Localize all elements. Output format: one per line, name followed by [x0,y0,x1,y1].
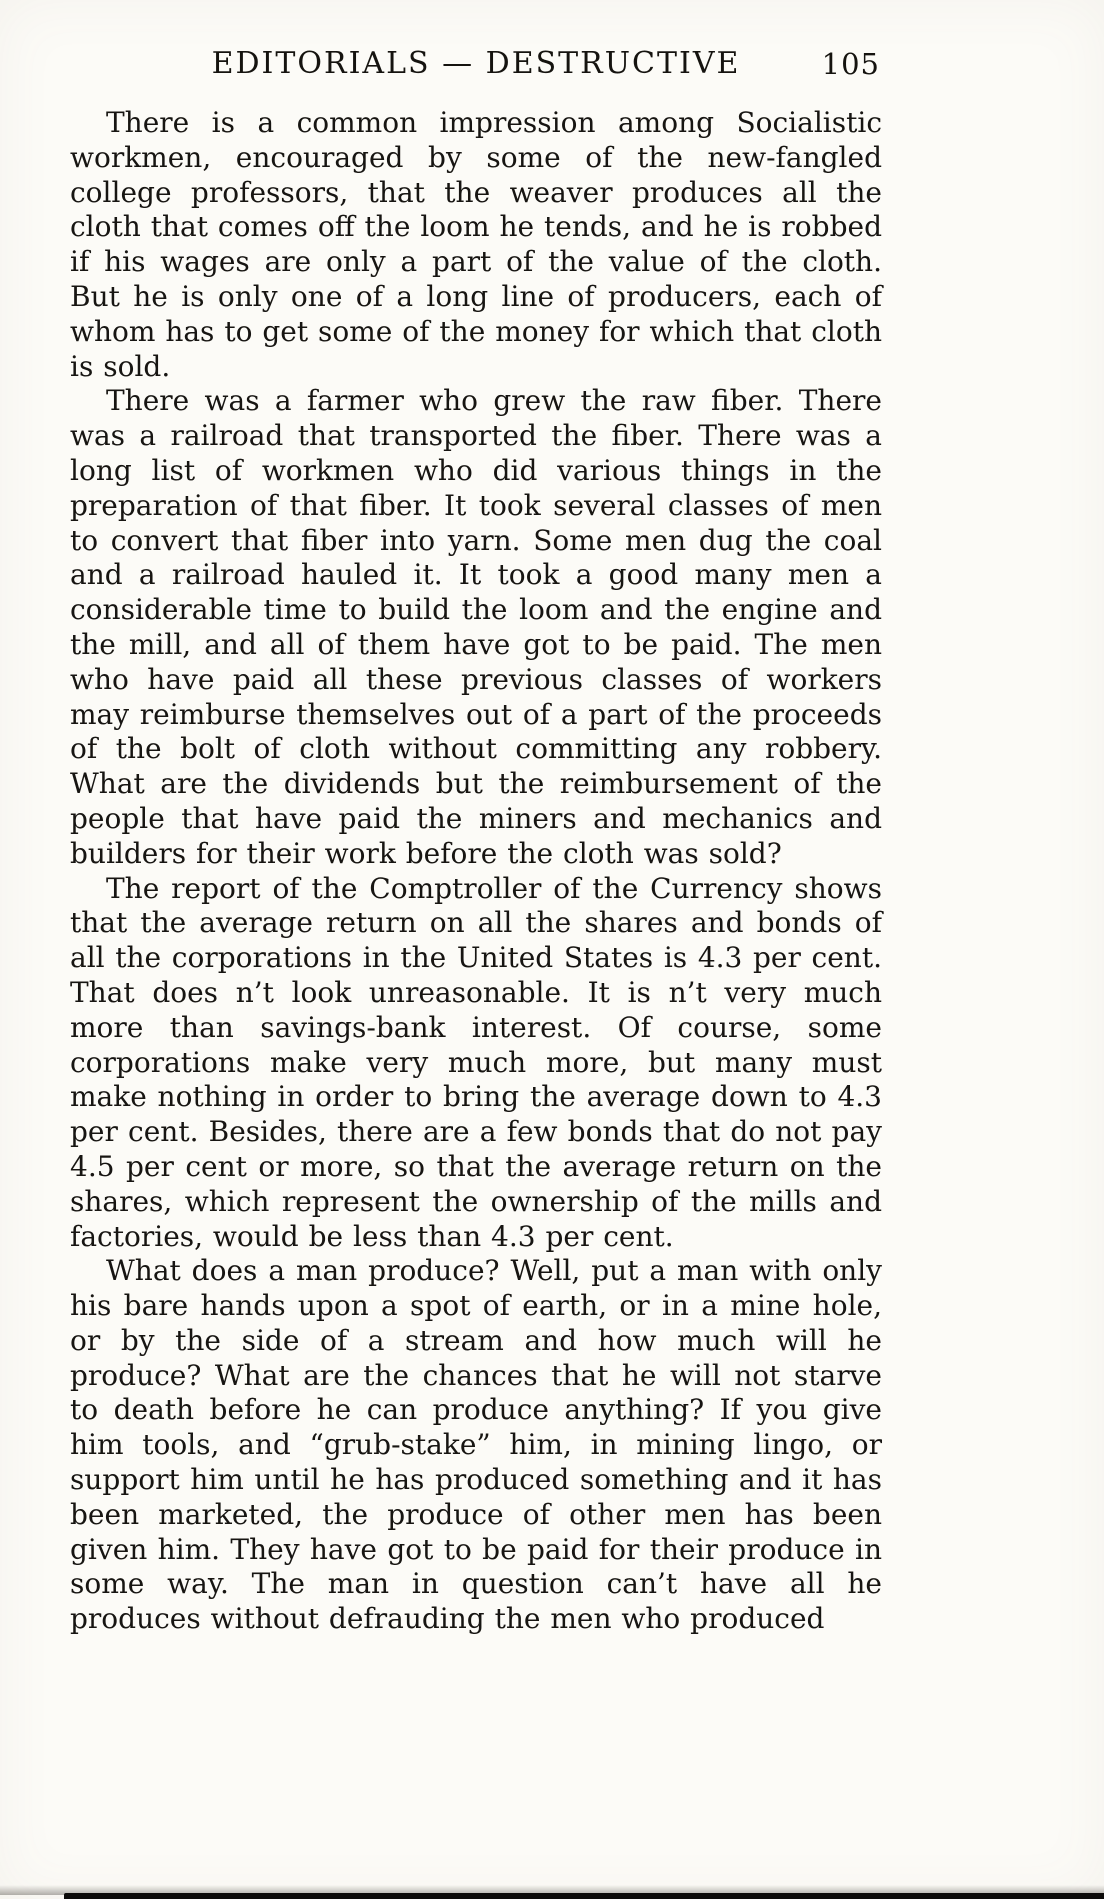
page-number: 105 [821,47,880,81]
scan-edge-artifact [64,1893,1104,1899]
paragraph-3: The report of the Comptroller of the Currency shows that the average return on all the shares and bonds of all the corporations in the United States is 4.3 per cent. That does n’t look unreasonable. It is n’t very much more than savings-bank interest. Of course, some corporations make very much more, but many must make nothing in order to bring the average down to 4.3 per cent. Besides, there are a few bonds that do not pay 4.5 per cent or more, so that the average return on the shares, which represent the ownership of the mills and factories, would be less than 4.3 per cent. [70,871,882,1253]
paragraph-4: What does a man produce? Well, put a man with only his bare hands upon a spot of earth, or in a mine hole, or by the side of a stream and how much will he produce? What are the chances that he will not starve to death before he can produce anything? If you give him tools, and “grub-stake” him, in mining lingo, or support him until he has produced something and it has been marketed, the produce of other men has been given him. They have got to be paid for their produce in some way. The man in question can’t have all he produces without defrauding the men who produced [70,1254,882,1636]
paragraph-1: There is a common impression among Socialistic workmen, encouraged by some of the new-fangled college professors, that the weaver produces all the cloth that comes off the loom he tends, and he is robbed if his wages are only a part of the value of the cloth. But he is only one of a long line of producers, each of whom has to get some of the money for which that cloth is sold. [70,106,882,383]
running-title: EDITORIALS — DESTRUCTIVE [211,46,741,81]
paragraph-2: There was a farmer who grew the raw fiber. There was a railroad that transported the fiber. There was a long list of workmen who did various things in the preparation of that fiber. It took several classes of men to convert that fiber into yarn. Some men dug the coal and a railroad hauled it. It took a good many men a considerable time to build the loom and the engine and the mill, and all of them have got to be paid. The men who have paid all these previous classes of workers may reimburse themselves out of a part of the proceeds of the bolt of cloth without committing any robbery. What are the dividends but the reimbursement of the people that have paid the miners and mechanics and builders for their work before the cloth was sold? [70,384,882,870]
page-header [70,46,882,90]
page-body [70,106,882,1637]
text-block [70,46,882,1637]
